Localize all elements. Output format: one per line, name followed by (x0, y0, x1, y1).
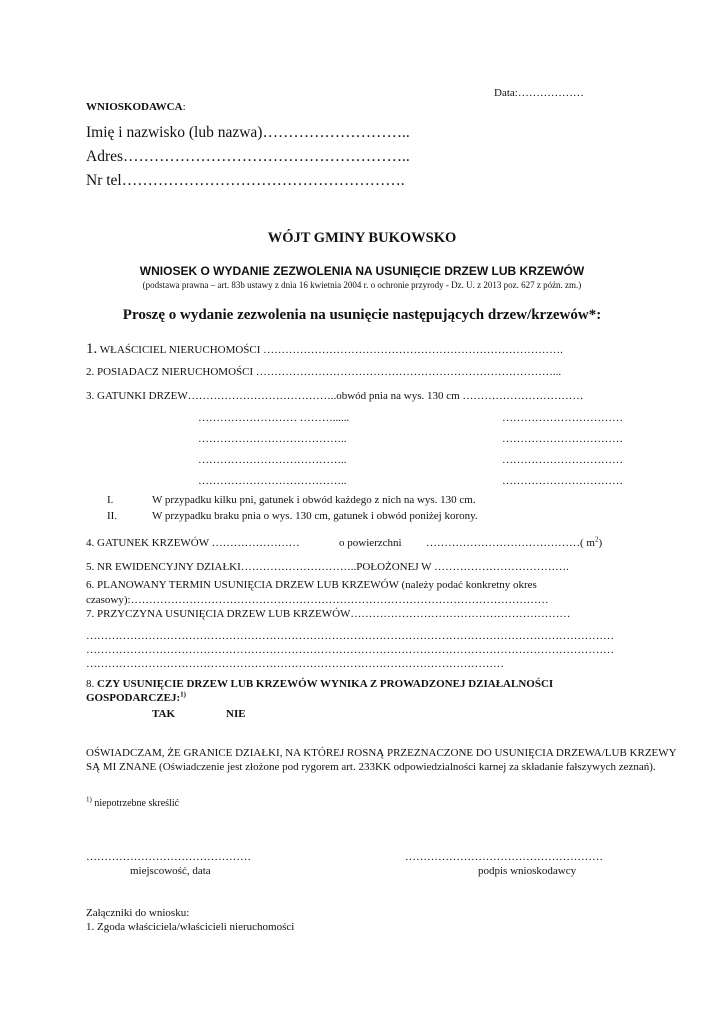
owner-text: WŁAŚCICIEL NIERUCHOMOŚCI ………………………………………………………………………. (97, 344, 563, 356)
date-field[interactable]: Data:……………… (494, 87, 584, 99)
legal-basis: (podstawa prawna – art. 83b ustawy z dnia 16 kwietnia 2004 r. o ochronie przyrody - Dz. U. z 2013 poz. 627 z późn. zm.) (142, 280, 582, 290)
area-unit-exponent: 2 (594, 535, 599, 544)
option-yes[interactable]: TAK (152, 708, 176, 720)
reason-line[interactable]: ……………………………………………………………………………………………………………………………… (86, 630, 614, 642)
signature-field[interactable]: ……………………………………………… (405, 851, 603, 863)
tree-row-left[interactable]: ………………………………….. (198, 475, 347, 487)
planned-term-field[interactable]: czasowy):…………………………………………………………………………………………………… (86, 594, 549, 606)
owner-number: 1. (86, 341, 98, 357)
area-field[interactable] (426, 537, 602, 549)
note-number: II. (107, 510, 118, 522)
option-no[interactable]: NIE (226, 708, 246, 720)
note-text: W przypadku kilku pni, gatunek i obwód każdego z nich na wys. 130 cm. (152, 494, 476, 506)
area-unit: m (583, 537, 595, 549)
attachment-item: 1. Zgoda właściciela/właścicieli nieruchomości (86, 921, 295, 933)
business-question-line: GOSPODARCZEJ: (86, 692, 181, 704)
address-field[interactable]: Adres……………………………………………….. (86, 148, 410, 165)
declaration-line: OŚWIADCZAM, ŻE GRANICE DZIAŁKI, NA KTÓREJ ROSNĄ PRZEZNACZONE DO USUNIĘCIA DRZEWA/LUB KRZEWY (86, 747, 677, 759)
area-label: o powierzchni (339, 537, 402, 549)
reason-field[interactable]: 7. PRZYCZYNA USUNIĘCIA DRZEW LUB KRZEWÓW…………………………………………………… (86, 608, 571, 620)
declaration-line: SĄ MI ZNANE (Oświadczenie jest złożone pod rygorem art. 233KK odpowiedzialności karnej za składanie fałszywych zeznań). (86, 761, 656, 773)
applicant-label (86, 101, 186, 113)
applicant-label-colon: : (182, 101, 186, 113)
place-date-label: miejscowość, data (130, 865, 211, 877)
shrub-species-field[interactable]: 4. GATUNEK KRZEWÓW …………………… (86, 537, 300, 549)
owner-field[interactable] (86, 341, 563, 358)
reason-line[interactable]: ……………………………………………………………………………………………………………………………… (86, 644, 614, 656)
tree-row-left[interactable]: ………………………………….. (198, 454, 347, 466)
footnote-text: niepotrzebne skreślić (91, 798, 180, 809)
request-heading: Proszę o wydanie zezwolenia na usunięcie następujących drzew/krzewów*: (122, 307, 602, 323)
note-number: I. (107, 494, 114, 506)
area-close: ) (598, 537, 603, 549)
note-text: W przypadku braku pnia o wys. 130 cm, gatunek i obwód poniżej korony. (152, 510, 478, 522)
applicant-label-text: WNIOSKODAWCA (86, 101, 183, 113)
signature-label: podpis wnioskodawcy (478, 865, 577, 877)
tree-row-right[interactable]: …………………………… (502, 454, 623, 466)
name-field[interactable]: Imię i nazwisko (lub nazwa)……………………….. (86, 124, 410, 141)
tree-row-left[interactable]: ………………………………….. (198, 433, 347, 445)
tree-row-right[interactable]: …………………………… (502, 475, 623, 487)
plot-number-field[interactable]: 5. NR EWIDENCYJNY DZIAŁKI…………………………..POŁOŻONEJ W ………………………………. (86, 561, 569, 573)
area-dots: ……………………………………( (426, 537, 584, 549)
footnote (86, 795, 180, 809)
reason-line[interactable]: …………………………………………………………………………………………………… (86, 658, 504, 670)
business-question-cont (86, 692, 186, 704)
tree-row-right[interactable]: …………………………… (502, 433, 623, 445)
attachments-title: Załączniki do wniosku: (86, 907, 190, 919)
business-question-line: CZY USUNIĘCIE DRZEW LUB KRZEWÓW WYNIKA Z PROWADZONEJ DZIAŁALNOŚCI (97, 678, 554, 690)
business-question (86, 678, 553, 690)
footnote-ref: 1) (180, 690, 186, 699)
phone-field[interactable]: Nr tel………………………………………………. (86, 172, 405, 189)
tree-row-right[interactable]: …………………………… (502, 412, 623, 424)
possessor-field[interactable]: 2. POSIADACZ NIERUCHOMOŚCI ………………………………………………………………………... (86, 366, 562, 378)
planned-term-label: 6. PLANOWANY TERMIN USUNIĘCIA DRZEW LUB KRZEWÓW (należy podać konkretny okres (86, 579, 537, 591)
business-number: 8. (86, 678, 97, 690)
footnote-marker: 1) (86, 795, 92, 804)
form-title: WNIOSEK O WYDANIE ZEZWOLENIA NA USUNIĘCIE DRZEW LUB KRZEWÓW (139, 264, 585, 278)
authority-title: WÓJT GMINY BUKOWSKO (267, 230, 457, 246)
place-date-field[interactable]: ……………………………………… (86, 851, 251, 863)
tree-species-field[interactable]: 3. GATUNKI DRZEW…………………………………..obwód pnia na wys. 130 cm …………………………… (86, 390, 584, 402)
tree-row-left[interactable]: ……………………… ………...... (198, 412, 350, 424)
